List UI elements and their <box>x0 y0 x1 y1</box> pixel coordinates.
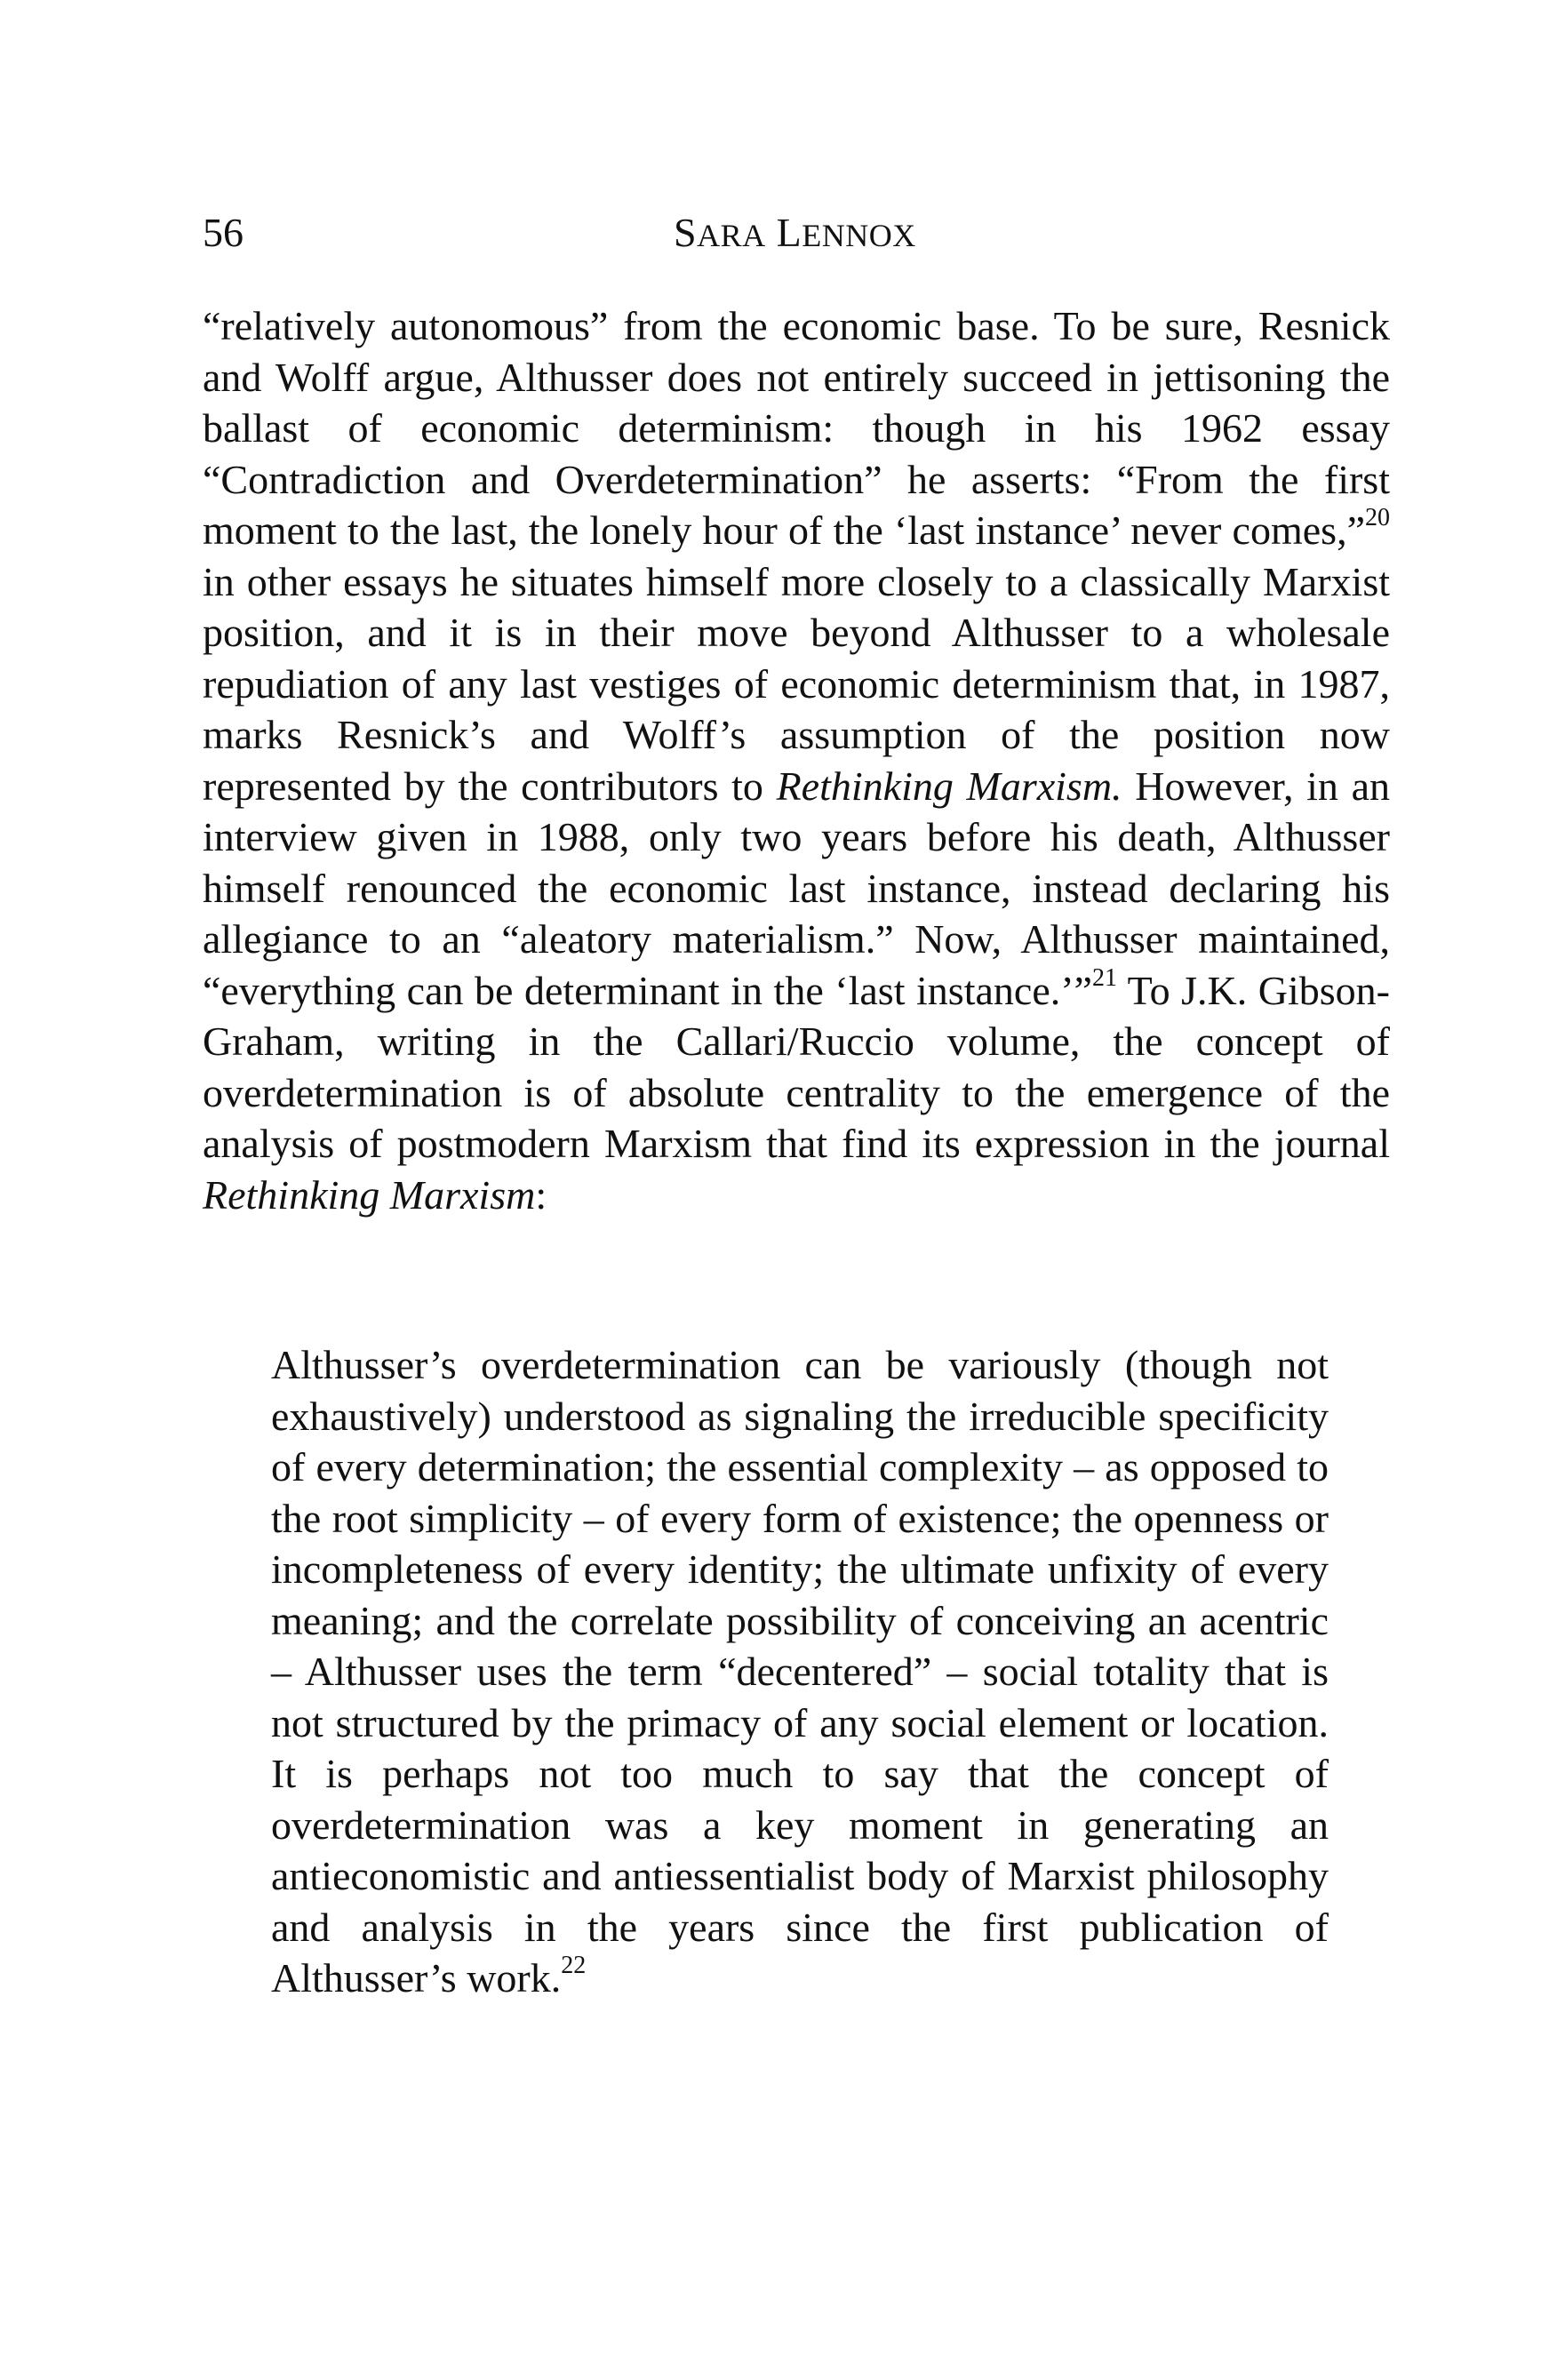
body-text-segment: : <box>535 1171 547 1218</box>
footnote-ref-20: 20 <box>1365 504 1390 531</box>
quote-text: Althusser’s overdetermination can be variously (though not exhaustively) understood as signaling the irreducible specificity of every determination; the essential complexity – as opposed to the root simplicity – of every form of existence; the openness or incompleteness of every identity; the ultimate unfixity of every meaning; and the correlate possibility of conceiving an acentric – Althusser uses the term “decentered” – social totality that is not structured by the primacy of any social element or location. It is perhaps not too much to say that the concept of overdetermination was a key moment in generating an antieconomistic and antiessentialist body of Marxist philosophy and analysis in the years since the first publication of Althusser’s work. <box>271 1342 1329 2001</box>
page-header <box>203 206 1390 260</box>
body-paragraph <box>203 300 1390 1220</box>
author-first-rest: ARA <box>697 218 766 253</box>
block-quote <box>271 1339 1329 2004</box>
author-initial-first: S <box>674 210 698 255</box>
page-number: 56 <box>203 210 244 255</box>
running-head-author <box>674 206 916 262</box>
journal-title: Rethinking Marxism <box>203 1171 536 1218</box>
footnote-ref-21: 21 <box>1091 963 1117 992</box>
footnote-ref-22: 22 <box>561 1952 587 1979</box>
body-text-segment: To J.K. Gibson-Graham, writing in the Callari/Ruccio volume, the concept of overdetermination is of absolute centrality to the emergence of the analysis of postmodern Marxism that find its expression in the journal <box>203 967 1390 1166</box>
body-text-segment: However, in an interview given in 1988, only two years before his death, Althusser himself renounced the economic last instance, instead declaring his allegiance to an “aleatory materialism.” Now, Althusser maintained, “everything can be determinant in the ‘last instance.’” <box>203 763 1390 1013</box>
author-initial-last: L <box>776 210 802 255</box>
body-text-segment: in other essays he situates himself more closely to a classically Marxist position, and it is in their move beyond Althusser to a wholesale repudiation of any last vestiges of economic determinism that, in 1987, marks Resnick’s and Wolff’s assumption of the position now represented by the contributors to <box>203 558 1390 809</box>
journal-title: Rethinking Marxism. <box>776 763 1122 809</box>
body-text-segment: “relatively autonomous” from the economic base. To be sure, Resnick and Wolff argue, Althusser does not entirely succeed in jettisoning the ballast of economic determinism: though in his 1962 essay “Contradiction and Overdetermination” he asserts: “From the first moment to the last, the lonely hour of the ‘last instance’ never comes,” <box>203 303 1390 553</box>
author-last-rest: ENNOX <box>802 218 916 253</box>
